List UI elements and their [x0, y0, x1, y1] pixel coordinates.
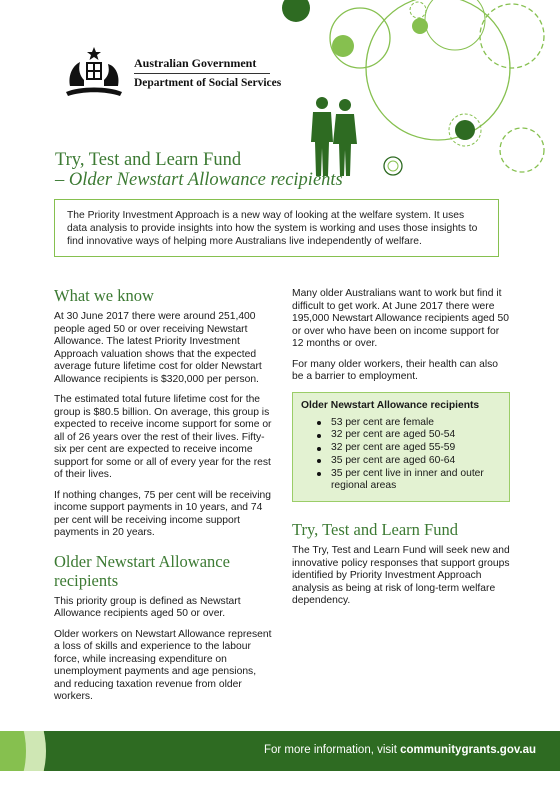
wordmark-divider [134, 73, 270, 74]
what-we-know-paragraph-2: The estimated total future lifetime cost for the group is $80.5 billion. On average, this group is expected to receive income support for some or all of 26 years over the rest of their lives. Fifty-six per cent are expected to receive income support for some or all of every year for the rest of their lives. [54, 394, 272, 480]
footer-bar [0, 731, 560, 771]
list-item [305, 442, 501, 455]
older-recipients-heading: Older Newstart Allowance recipients [54, 551, 230, 590]
list-item-text: 35 per cent live in inner and outer regional areas [331, 467, 484, 492]
footer-arc-decoration-inner [0, 731, 26, 771]
page-title [55, 150, 343, 190]
government-name: Australian Government [134, 56, 257, 70]
fund-heading: Try, Test and Learn Fund [292, 520, 458, 540]
bullet-icon [317, 434, 321, 438]
list-item-text: 32 per cent are aged 55-59 [331, 442, 456, 454]
title-line-2: – Older Newstart Allowance recipients [55, 170, 343, 190]
older-recipients-paragraph-1: This priority group is defined as Newstart Allowance recipients aged 50 or over. [54, 595, 241, 619]
right-column [292, 288, 510, 616]
older-recipients-paragraph-2: Older workers on Newstart Allowance represent a loss of skills and experience to the labour force, while increasing expenditure on unemployment payments and age pensions, and reducing taxation revenue from older workers. [54, 628, 272, 702]
bullet-icon [317, 421, 321, 425]
statistics-box-title: Older Newstart Allowance recipients [301, 399, 480, 411]
government-logo [62, 46, 282, 106]
what-we-know-paragraph-1: At 30 June 2017 there were around 251,400 people aged 50 or over receiving Newstart Allowance. The latest Priority Investment Approach valuation shows that the expected average future lifetime cost for older Newstart Allowance recipients is $320,000 per person. [54, 311, 262, 385]
right-paragraph-2: For many older workers, their health can also be a barrier to employment. [292, 358, 499, 382]
fund-paragraph: The Try, Test and Learn Fund will seek new and innovative policy responses that support groups identified by Priority Investment Approach analysis as being at risk of long-term welfare dependency. [292, 545, 510, 607]
statistics-list [301, 417, 501, 494]
footer-prefix: For more information, visit [263, 744, 401, 756]
bullet-icon [317, 472, 321, 476]
title-line-1: Try, Test and Learn Fund [55, 150, 242, 170]
list-item [305, 468, 501, 494]
left-column [54, 286, 274, 712]
coat-of-arms-icon [62, 46, 126, 102]
list-item-text: 35 per cent are aged 60-64 [331, 454, 456, 466]
list-item-text: 53 per cent are female [331, 416, 435, 428]
intro-box [54, 199, 499, 257]
list-item-text: 32 per cent are aged 50-54 [331, 429, 456, 441]
right-paragraph-1: Many older Australians want to work but find it difficult to get work. At June 2017 there were 195,000 Newstart Allowance recipients aged 50 or over who have been on income support for 12 months or over. [292, 288, 509, 349]
footer-link[interactable]: communitygrants.gov.au [400, 744, 536, 756]
bullet-icon [317, 459, 321, 463]
government-wordmark [134, 56, 281, 91]
what-we-know-heading: What we know [54, 286, 154, 305]
bullet-icon [317, 447, 321, 451]
list-item [305, 429, 501, 442]
department-name: Department of Social Services [134, 77, 282, 89]
list-item [305, 417, 501, 430]
statistics-box [292, 392, 510, 503]
footer-text [264, 743, 536, 758]
what-we-know-paragraph-3: If nothing changes, 75 per cent will be receiving income support payments in 10 years, and 74 per cent will be receiving income support payments in 20 years. [54, 489, 271, 538]
list-item [305, 455, 501, 468]
intro-text: The Priority Investment Approach is a new way of looking at the welfare system. It uses data analysis to provide insights into how the system is working and uses those insights to find innovative ways of helping more Australians live independently of welfare. [67, 210, 478, 247]
